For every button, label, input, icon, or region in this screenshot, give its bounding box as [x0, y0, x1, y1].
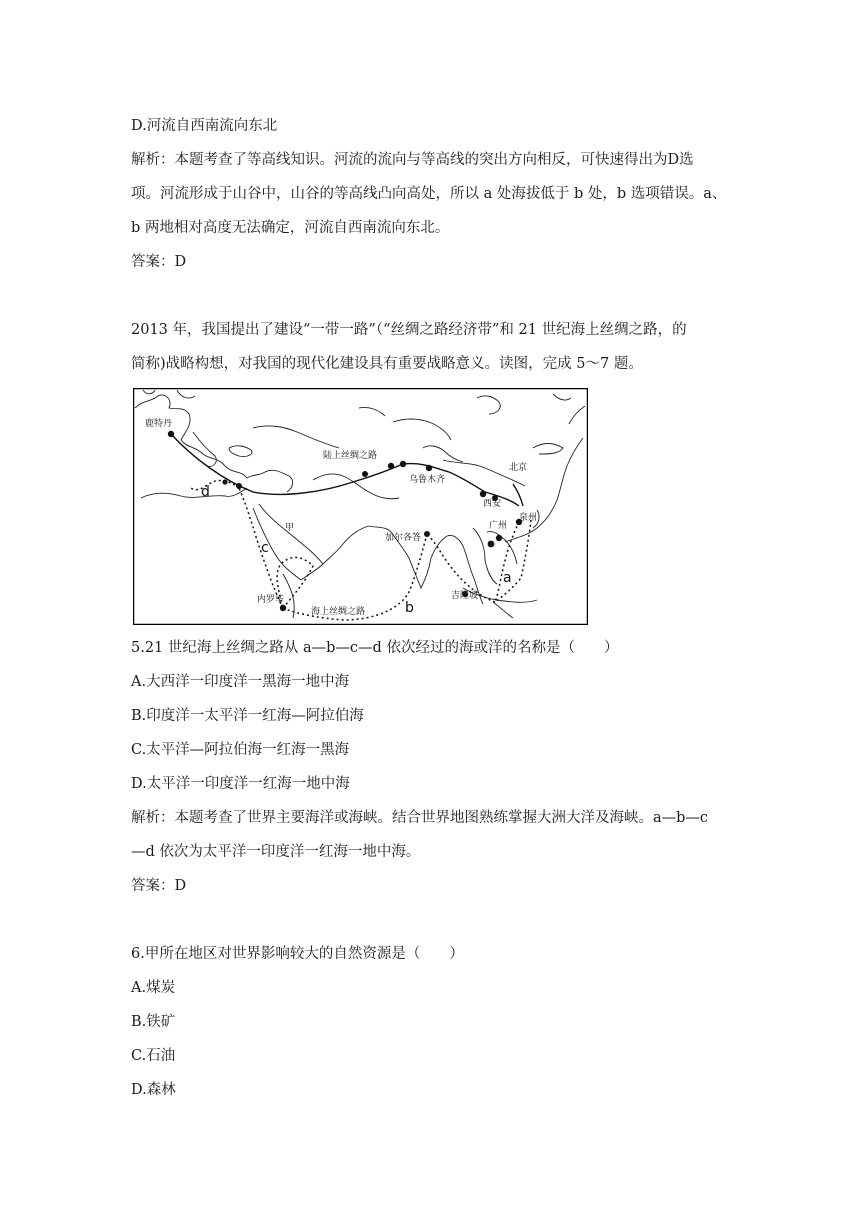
option-5a: A.大西洋一印度洋一黑海一地中海 [131, 674, 350, 690]
analysis-line-1: 解析：本题考查了等高线知识。河流的流向与等高线的突出方向相反，可快速得出为D选 [131, 152, 694, 168]
silk-road-map [133, 388, 588, 625]
option-6d: D.森林 [131, 1082, 176, 1098]
analysis-line-3: b 两地相对高度无法确定，河流自西南流向东北。 [131, 220, 450, 236]
label-c: c [261, 540, 269, 556]
option-d-previous: D.河流自西南流向东北 [131, 118, 278, 134]
label-quanzhou: 泉州 [519, 513, 538, 523]
label-guangzhou: 广州 [489, 521, 508, 531]
label-d: d [201, 484, 210, 500]
question-6: 6.甲所在地区对世界影响较大的自然资源是（ ） [131, 946, 464, 962]
question-5: 5.21 世纪海上丝绸之路从 a—b—c—d 依次经过的海或洋的名称是（ ） [131, 640, 619, 656]
option-5b: B.印度洋一太平洋一红海—阿拉伯海 [131, 708, 364, 724]
option-5c: C.太平洋—阿拉伯海一红海一黑海 [131, 742, 350, 758]
label-a: a [503, 570, 512, 586]
answer-line: 答案：D [131, 254, 187, 270]
analysis-5-line-1: 解析：本题考查了世界主要海洋或海峡。结合世界地图熟练掌握大洲大洋及海峡。a—b—c [131, 810, 709, 826]
option-6c: C.石油 [131, 1048, 176, 1064]
option-6a: A.煤炭 [131, 980, 176, 996]
option-5d: D.太平洋一印度洋一红海一地中海 [131, 776, 350, 792]
label-jia: 甲 [285, 523, 295, 533]
label-land-route: 陆上丝绸之路 [323, 451, 378, 461]
intro-line-2: 简称)战略构想，对我国的现代化建设具有重要战略意义。读图，完成 5～7 题。 [131, 356, 643, 372]
option-6b: B.铁矿 [131, 1014, 176, 1030]
label-rotterdam: 鹿特丹 [145, 419, 173, 429]
label-xian: 西安 [483, 499, 502, 509]
label-kolkata: 加尔各答 [385, 533, 422, 543]
analysis-5-line-2: —d 依次为太平洋一印度洋一红海一地中海。 [131, 844, 421, 860]
label-urumqi: 乌鲁木齐 [409, 475, 446, 485]
label-nairobi: 内罗毕 [257, 595, 285, 605]
label-kuala-lumpur: 吉隆坡 [451, 591, 479, 601]
answer-5: 答案：D [131, 878, 187, 894]
analysis-line-2: 项。河流形成于山谷中，山谷的等高线凸向高处，所以 a 处海拔低于 b 处，b 选项错误。a、 [131, 186, 727, 202]
label-b: b [405, 600, 414, 616]
label-beijing: 北京 [509, 463, 528, 473]
intro-line-1: 2013 年，我国提出了建设“一带一路”（“丝绸之路经济带”和 21 世纪海上丝绸之路，的 [131, 322, 687, 338]
label-sea-route: 海上丝绸之路 [311, 607, 366, 617]
